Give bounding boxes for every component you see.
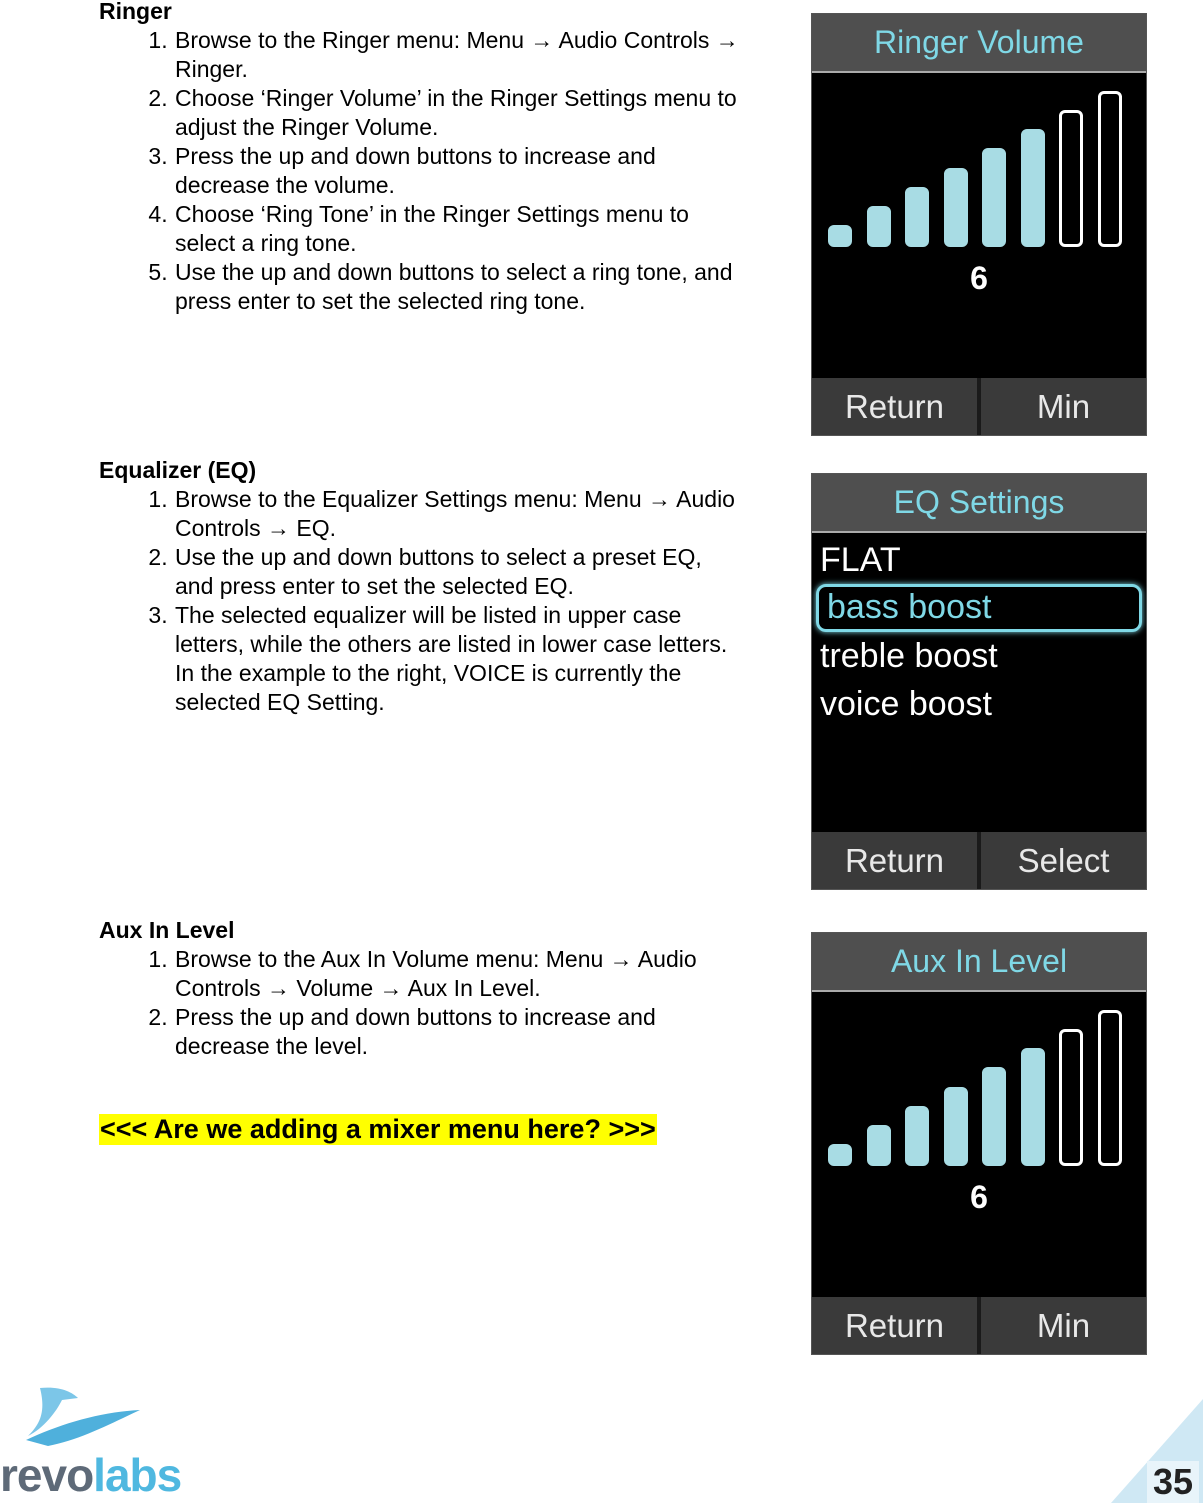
list-item: 2. Use the up and down buttons to select a preset EQ, and press enter to set the selected EQ. <box>174 543 739 601</box>
logo-wordmark: revolabs <box>0 1449 182 1501</box>
eq-option-flat[interactable]: FLAT <box>820 541 901 579</box>
list-item: 1. Browse to the Equalizer Settings menu: Menu → Audio Controls → EQ. <box>174 485 739 543</box>
eq-section <box>99 456 739 717</box>
aux-steps <box>99 945 739 1061</box>
level-bar <box>905 187 929 247</box>
eq-list <box>812 536 1146 728</box>
level-bar <box>1021 1048 1045 1166</box>
list-item: 3. Press the up and down buttons to increase and decrease the volume. <box>174 142 739 200</box>
eq-settings-screen <box>811 473 1147 890</box>
screen-title: Aux In Level <box>812 933 1146 992</box>
editor-note: <<< Are we adding a mixer menu here? >>> <box>100 1114 656 1144</box>
select-softkey[interactable]: Select <box>981 832 1146 889</box>
ringer-steps <box>99 26 739 316</box>
section-heading: Aux In Level <box>99 917 235 943</box>
volume-bars <box>828 91 1132 247</box>
volume-value: 6 <box>970 260 988 296</box>
eq-steps <box>99 485 739 717</box>
level-bar <box>982 1067 1006 1166</box>
level-bars <box>828 1010 1132 1166</box>
level-bar <box>982 148 1006 247</box>
eq-option-bass-boost[interactable]: bass boost <box>816 584 1142 632</box>
page-number: 35 <box>1147 1461 1199 1503</box>
softkeys <box>812 378 1146 435</box>
list-item: 1. Browse to the Ringer menu: Menu → Audio Controls → Ringer. <box>174 26 739 84</box>
list-item: 1. Browse to the Aux In Volume menu: Menu → Audio Controls → Volume → Aux In Level. <box>174 945 739 1003</box>
list-item: 4. Choose ‘Ring Tone’ in the Ringer Settings menu to select a ring tone. <box>174 200 739 258</box>
level-bar <box>1059 110 1083 247</box>
aux-in-level-screen <box>811 932 1147 1355</box>
return-softkey[interactable]: Return <box>812 832 981 889</box>
softkeys <box>812 1297 1146 1354</box>
level-bar <box>1021 129 1045 247</box>
level-value: 6 <box>970 1179 988 1215</box>
level-bar <box>828 1144 852 1166</box>
return-softkey[interactable]: Return <box>812 1297 981 1354</box>
eq-option-treble-boost[interactable]: treble boost <box>820 637 998 675</box>
ringer-volume-screen <box>811 13 1147 436</box>
min-softkey[interactable]: Min <box>981 378 1146 435</box>
min-softkey[interactable]: Min <box>981 1297 1146 1354</box>
section-heading: Ringer <box>99 0 172 24</box>
screen-title: EQ Settings <box>812 474 1146 533</box>
list-item: 3. The selected equalizer will be listed in upper case letters, while the others are listed in lower case letters. In the example to the right, VOICE is currently the selected EQ Setting. <box>174 601 739 717</box>
screen-title: Ringer Volume <box>812 14 1146 73</box>
level-bar <box>1059 1029 1083 1166</box>
level-bar <box>867 206 891 247</box>
level-bar <box>1098 91 1122 247</box>
level-bar <box>905 1106 929 1166</box>
ringer-section <box>99 0 739 316</box>
level-bar <box>944 168 968 247</box>
list-item: 2. Choose ‘Ringer Volume’ in the Ringer Settings menu to adjust the Ringer Volume. <box>174 84 739 142</box>
level-bar <box>1098 1010 1122 1166</box>
list-item: 5. Use the up and down buttons to select a ring tone, and press enter to set the selected ring tone. <box>174 258 739 316</box>
level-bar <box>867 1125 891 1166</box>
return-softkey[interactable]: Return <box>812 378 981 435</box>
aux-section <box>99 916 739 1145</box>
softkeys <box>812 832 1146 889</box>
list-item: 2. Press the up and down buttons to increase and decrease the level. <box>174 1003 739 1061</box>
section-heading: Equalizer (EQ) <box>99 457 257 483</box>
eq-option-voice-boost[interactable]: voice boost <box>820 685 992 723</box>
level-bar <box>944 1087 968 1166</box>
level-bar <box>828 225 852 247</box>
